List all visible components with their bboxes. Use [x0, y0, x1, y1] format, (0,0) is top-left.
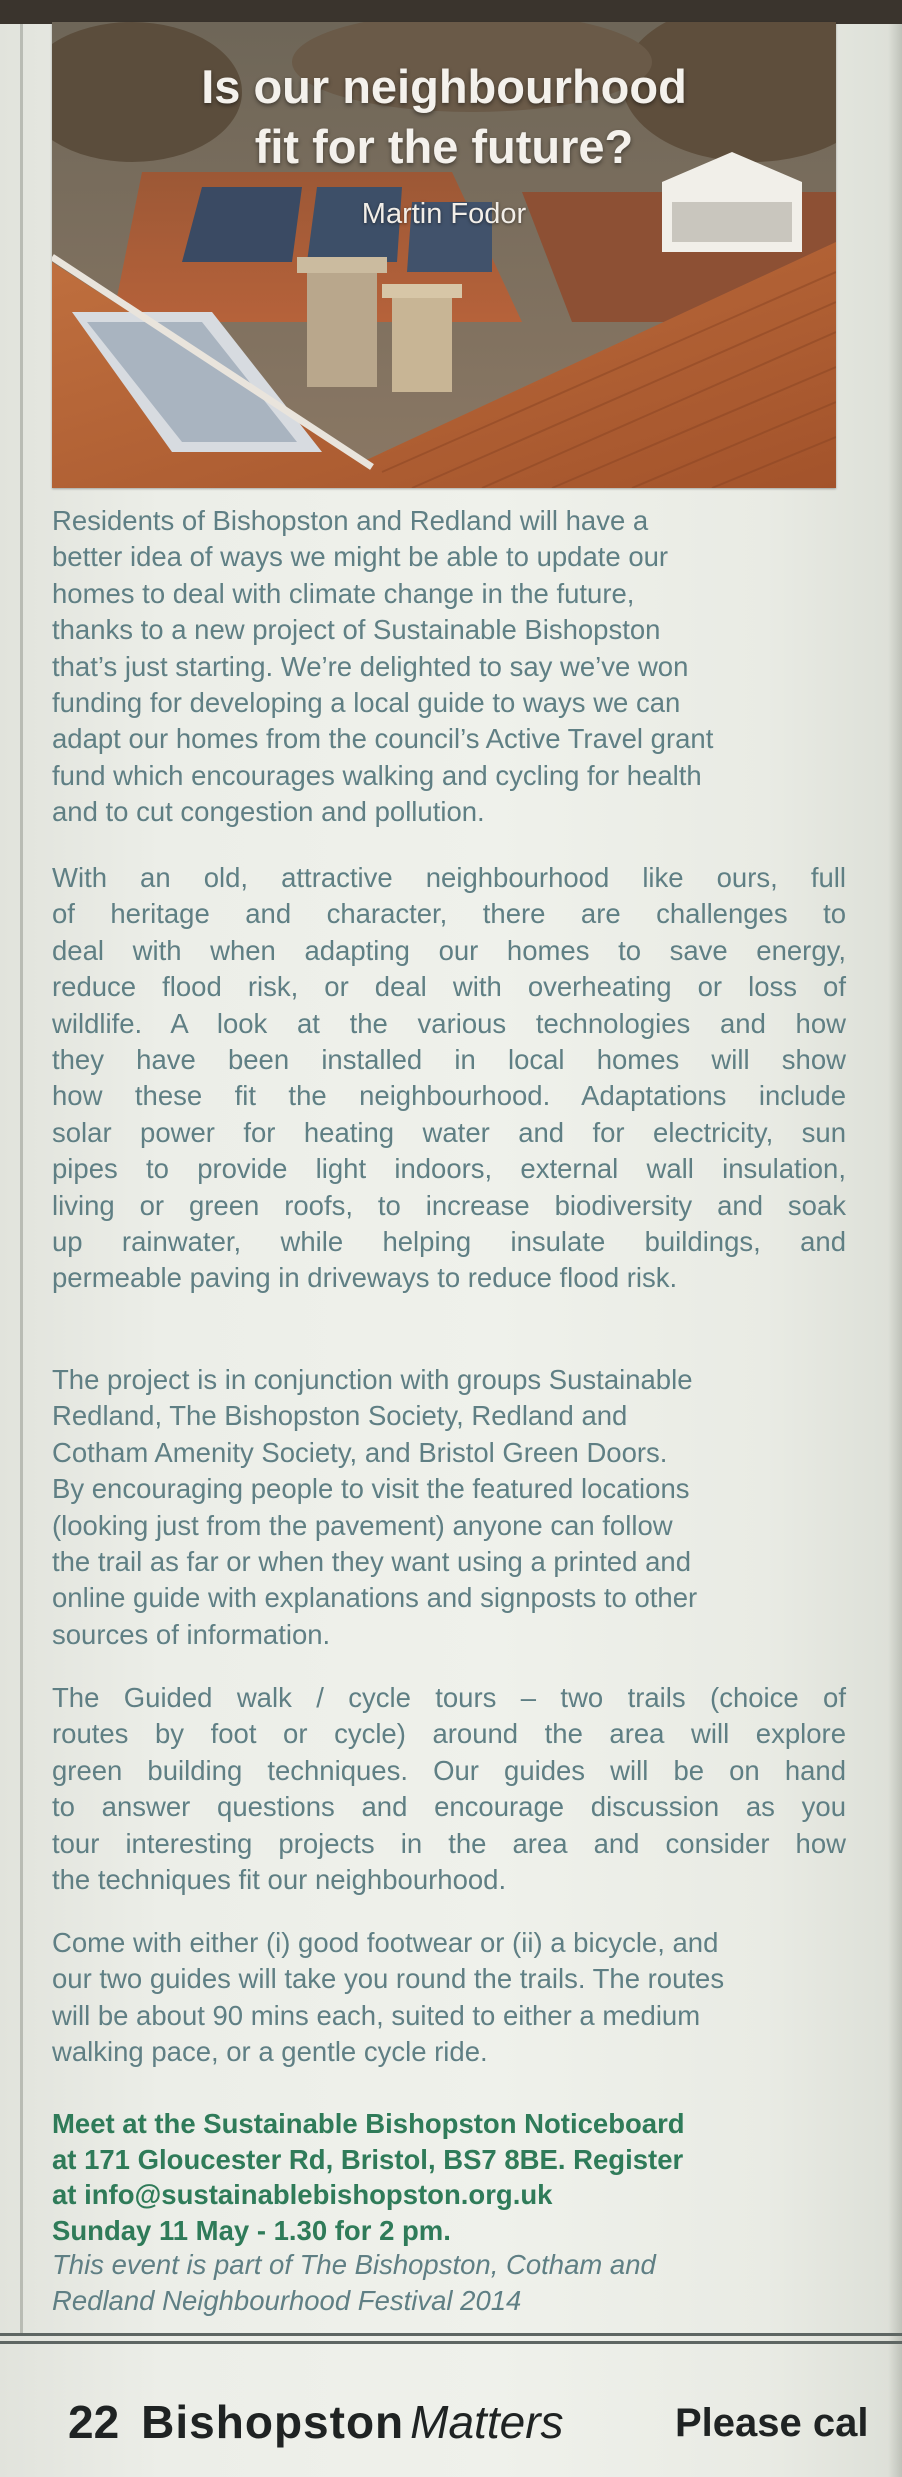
text-line: the trail as far or when they want using a printed and: [52, 1546, 691, 1578]
text-line: walking pace, or a gentle cycle ride.: [52, 2036, 488, 2068]
note-line: Redland Neighbourhood Festival 2014: [52, 2285, 522, 2316]
text-line: that’s just starting. We’re delighted to say we’ve won: [52, 650, 689, 682]
text-line: better idea of ways we might be able to update our: [52, 541, 669, 573]
page-edge-shadow: [888, 24, 902, 2477]
text-line: adapt our homes from the council’s Active Travel grant: [52, 723, 714, 755]
text-line: and to cut congestion and pollution.: [52, 796, 485, 828]
text-line: living or green roofs, to increase biodiversity and soak: [52, 1189, 846, 1221]
text-line: Residents of Bishopston and Redland will have a: [52, 505, 649, 536]
text-line: the techniques fit our neighbourhood.: [52, 1864, 507, 1896]
text-line: solar power for heating water and for electricity, sun: [52, 1116, 846, 1148]
cut-off-text: Please cal: [675, 2401, 869, 2445]
paragraph-intro: [52, 503, 846, 831]
register-email: at info@sustainablebishopston.org.uk: [52, 2179, 553, 2210]
footer-rule: [0, 2341, 902, 2344]
text-line: green building techniques. Our guides will be on hand: [52, 1754, 846, 1786]
text-line: to answer questions and encourage discussion as you: [52, 1791, 846, 1823]
text-line: up rainwater, while helping insulate buildings, and: [52, 1226, 846, 1258]
text-line: reduce flood risk, or deal with overheating or loss of: [52, 971, 846, 1003]
hero-photo: [52, 22, 836, 488]
paragraph-project: [52, 1362, 846, 1653]
text-line: thanks to a new project of Sustainable Bishopston: [52, 614, 661, 646]
article-author: Martin Fodor: [361, 198, 527, 230]
text-line: our two guides will take you round the trails. The routes: [52, 1963, 725, 1995]
text-line: (looking just from the pavement) anyone can follow: [52, 1509, 673, 1541]
text-line: online guide with explanations and signposts to other: [52, 1582, 698, 1614]
text-line: The Guided walk / cycle tours – two trails (choice of: [52, 1682, 846, 1713]
text-line: Come with either (i) good footwear or (ii) a bicycle, and: [52, 1927, 719, 1958]
festival-note: [52, 2247, 846, 2319]
text-line: Redland, The Bishopston Society, Redland and: [52, 1400, 628, 1432]
column-rule: [20, 24, 23, 2334]
footer-rule: [0, 2333, 902, 2336]
text-line: permeable paving in driveways to reduce flood risk.: [52, 1262, 678, 1294]
page-footer: [68, 2395, 869, 2449]
paragraph-what-to-bring: [52, 1925, 846, 2071]
note-line: This event is part of The Bishopston, Cotham and: [52, 2249, 656, 2280]
text-line: they have been installed in local homes will show: [52, 1044, 846, 1076]
meet-location-line: Meet at the Sustainable Bishopston Noticeboard: [52, 2108, 685, 2139]
text-line: tour interesting projects in the area and consider how: [52, 1827, 846, 1859]
text-line: of heritage and character, there are challenges to: [52, 898, 846, 930]
event-date: Sunday 11 May - 1.30 for 2 pm.: [52, 2214, 451, 2246]
text-line: The project is in conjunction with groups Sustainable: [52, 1364, 693, 1395]
text-line: routes by foot or cycle) around the area will explore: [52, 1718, 846, 1750]
text-line: will be about 90 mins each, suited to either a medium: [52, 1999, 701, 2031]
text-line: pipes to provide light indoors, external wall insulation,: [52, 1153, 846, 1185]
text-line: By encouraging people to visit the featured locations: [52, 1473, 690, 1505]
paragraph-heritage: [52, 860, 846, 1297]
text-line: deal with when adapting our homes to save energy,: [52, 934, 846, 966]
meet-address-line: at 171 Gloucester Rd, Bristol, BS7 8BE. Register: [52, 2143, 684, 2175]
article-title-line2: fit for the future?: [254, 120, 634, 173]
event-details: [52, 2106, 846, 2248]
text-line: funding for developing a local guide to ways we can: [52, 687, 681, 719]
article-title-line1: Is our neighbourhood: [201, 60, 687, 113]
text-line: how these fit the neighbourhood. Adaptations include: [52, 1080, 846, 1112]
paragraph-guided-tours: [52, 1680, 846, 1898]
magazine-name: Bishopston: [141, 2396, 405, 2448]
text-line: homes to deal with climate change in the future,: [52, 577, 635, 609]
text-line: Cotham Amenity Society, and Bristol Green Doors.: [52, 1436, 668, 1468]
text-line: fund which encourages walking and cycling for health: [52, 759, 702, 791]
text-line: sources of information.: [52, 1618, 331, 1650]
text-line: With an old, attractive neighbourhood like ours, full: [52, 862, 846, 893]
text-line: wildlife. A look at the various technologies and how: [52, 1007, 846, 1039]
page-number: 22: [68, 2396, 120, 2448]
magazine-name-italic: Matters: [410, 2396, 564, 2448]
